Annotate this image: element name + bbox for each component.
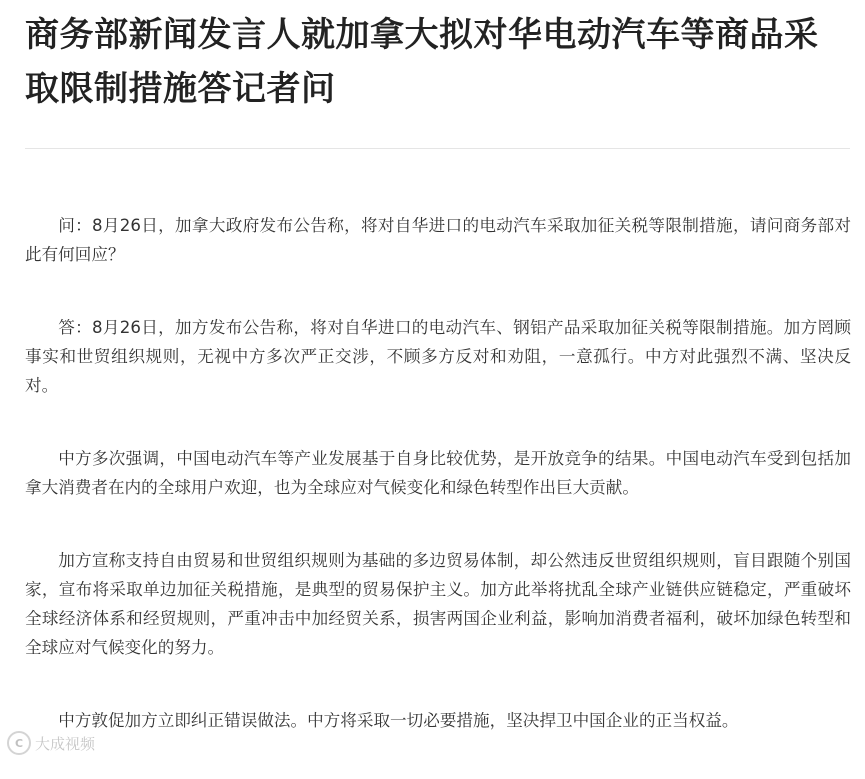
article-body [25,211,851,735]
article-paragraph-protectionism: 加方宣称支持自由贸易和世贸组织规则为基础的多边贸易体制，却公然违反世贸组织规则，盲目跟随个别国家，宣布将采取单边加征关税措施，是典型的贸易保护主义。加方此举将扰乱全球产业链供应链稳定，严重破坏全球经济体系和经贸规则，严重冲击中加经贸关系，损害两国企业利益，影响加消费者福利，破坏加绿色转型和全球应对气候变化的努力。 [25,551,851,657]
article-paragraph-conclusion: 中方敦促加方立即纠正错误做法。中方将采取一切必要措施，坚决捍卫中国企业的正当权益。 [58,711,739,730]
article-paragraph-industry: 中方多次强调，中国电动汽车等产业发展基于自身比较优势，是开放竞争的结果。中国电动汽车受到包括加拿大消费者在内的全球用户欢迎，也为全球应对气候变化和绿色转型作出巨大贡献。 [25,449,851,497]
watermark-logo-icon: C [7,731,31,755]
article-paragraph-question: 问：8月26日，加拿大政府发布公告称，将对自华进口的电动汽车采取加征关税等限制措施，请问商务部对此有何回应？ [25,216,851,264]
watermark [7,731,95,755]
article-title: 商务部新闻发言人就加拿大拟对华电动汽车等商品采取限制措施答记者问 [25,15,819,109]
title-divider [25,148,850,149]
article-container [25,0,851,779]
article-paragraph-answer: 答：8月26日，加方发布公告称，将对自华进口的电动汽车、钢铝产品采取加征关税等限制措施。加方罔顾事实和世贸组织规则，无视中方多次严正交涉，不顾多方反对和劝阻，一意孤行。中方对此强烈不满、坚决反对。 [25,318,851,395]
watermark-text: 大成视频 [35,734,96,753]
